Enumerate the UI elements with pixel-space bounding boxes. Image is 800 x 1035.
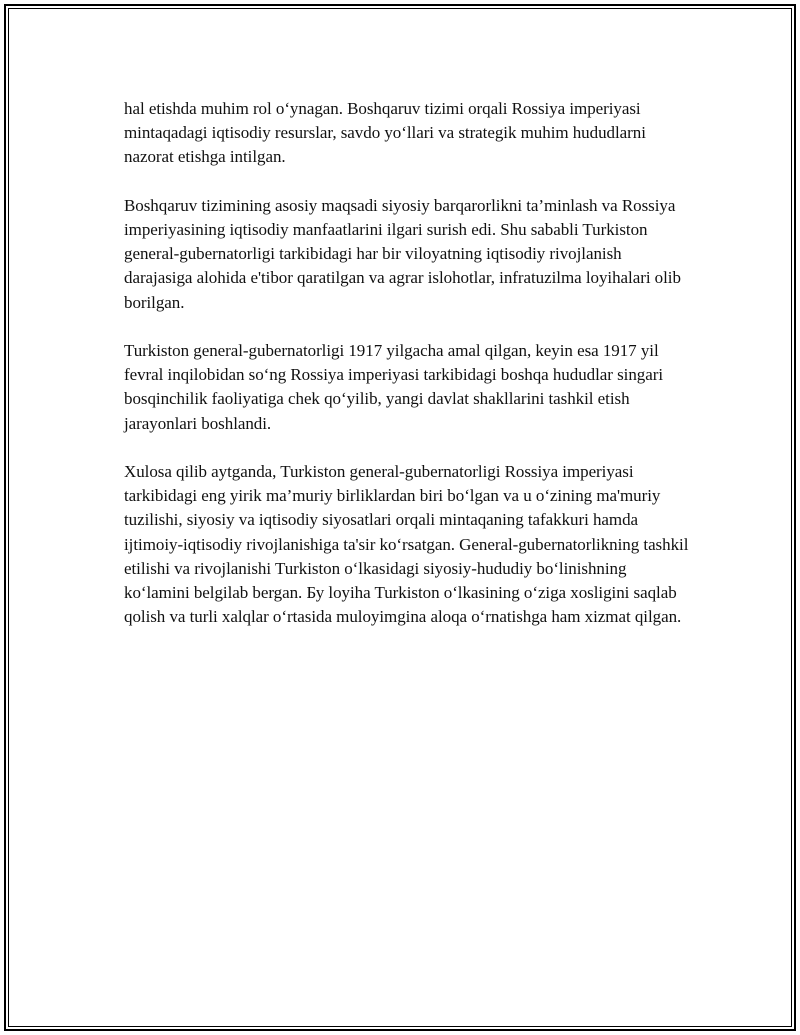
document-body [124, 97, 692, 629]
paragraph-3: Turkiston general-gubernatorligi 1917 yilgacha amal qilgan, keyin esa 1917 yil fevral inqilobidan soʻng Rossiya imperiyasi tarkibidagi boshqa hududlar singari bosqinchilik faoliyatiga chek qoʻyilib, yangi davlat shakllarini tashkil etish jarayonlari boshlandi. [124, 341, 664, 433]
paragraph-4: Xulosa qilib aytganda, Turkiston general-gubernatorligi Rossiya imperiyasi tarkibidagi eng yirik ma’muriy birliklardan biri boʻlgan va u oʻzining ma'muriy tuzilishi, siyosiy va iqtisodiy siyosatlari orqali mintaqaning tafakkuri hamda ijtimoiy-iqtisodiy rivojlanishiga ta'sir koʻrsatgan. General-gubernatorlikning tashkil etilishi va rivojlanishi Turkiston oʻlkasidagi siyosiy-hududiy boʻlinishning koʻlamini belgilab bergan. Бу loyiha Turkiston oʻlkasining oʻziga xosligini saqlab qolish va turli xalqlar oʻrtasida muloyimgina aloqa oʻrnatishga ham xizmat qilgan. [124, 462, 689, 627]
page-frame [4, 4, 796, 1031]
paragraph-1: hal etishda muhim rol oʻynagan. Boshqaruv tizimi orqali Rossiya imperiyasi mintaqadagi iqtisodiy resurslar, savdo yoʻllari va strategik muhim hududlarni nazorat etishga intilgan. [124, 99, 646, 167]
paragraph-2: Boshqaruv tizimining asosiy maqsadi siyosiy barqarorlikni ta’minlash va Rossiya imperiyasining iqtisodiy manfaatlarini ilgari surish edi. Shu sababli Turkiston general-gubernatorligi tarkibidagi har bir viloyatning iqtisodiy rivojlanish darajasiga alohida e'tibor qaratilgan va agrar islohotlar, infratuzilma loyihalari olib borilgan. [124, 195, 681, 312]
